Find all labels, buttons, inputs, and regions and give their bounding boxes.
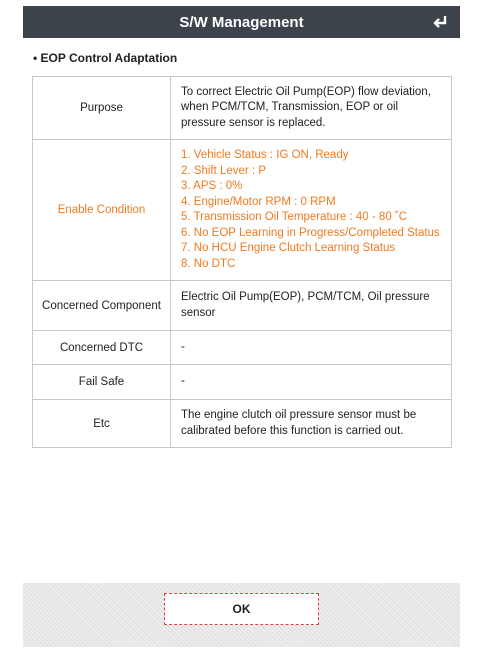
etc-value: The engine clutch oil pressure sensor must be calibrated before this function is carried out. (171, 400, 452, 448)
condition-item: 1. Vehicle Status : IG ON, Ready (181, 149, 349, 161)
table-row-purpose (33, 77, 452, 140)
purpose-value: To correct Electric Oil Pump(EOP) flow deviation, when PCM/TCM, Transmission, EOP or oil pressure sensor is replaced. (171, 77, 452, 140)
ok-button[interactable]: OK (164, 593, 319, 625)
table-row-fail-safe (33, 365, 452, 400)
condition-item: 4. Engine/Motor RPM : 0 RPM (181, 195, 336, 208)
concerned-dtc-value: - (171, 331, 452, 365)
return-arrow-icon (433, 15, 449, 29)
enable-condition-label: Enable Condition (33, 140, 171, 281)
window-title: S/W Management (179, 13, 304, 31)
condition-item: 6. No EOP Learning in Progress/Completed Status (181, 226, 440, 239)
section-title: • EOP Control Adaptation (33, 51, 178, 65)
condition-item: 5. Transmission Oil Temperature : 40 - 80 ˚C (181, 211, 408, 223)
etc-label: Etc (33, 400, 171, 448)
table-row-concerned-dtc (33, 331, 452, 365)
back-button[interactable] (432, 13, 450, 31)
info-table (32, 76, 452, 448)
condition-item: 2. Shift Lever : P (181, 164, 267, 177)
concerned-component-value: Electric Oil Pump(EOP), PCM/TCM, Oil pressure sensor (171, 281, 452, 331)
enable-condition-value (171, 140, 452, 281)
condition-item: 8. No DTC (181, 257, 236, 270)
concerned-dtc-label: Concerned DTC (33, 331, 171, 365)
table-row-concerned-component (33, 281, 452, 331)
condition-item: 7. No HCU Engine Clutch Learning Status (181, 242, 396, 254)
table-row-etc (33, 400, 452, 448)
concerned-component-label: Concerned Component (33, 281, 171, 331)
fail-safe-value: - (171, 365, 452, 400)
fail-safe-label: Fail Safe (33, 365, 171, 400)
title-bar (23, 6, 460, 38)
table-row-enable-condition (33, 140, 452, 281)
footer-bar (23, 583, 460, 647)
purpose-label: Purpose (33, 77, 171, 140)
condition-item: 3. APS : 0% (181, 180, 243, 192)
